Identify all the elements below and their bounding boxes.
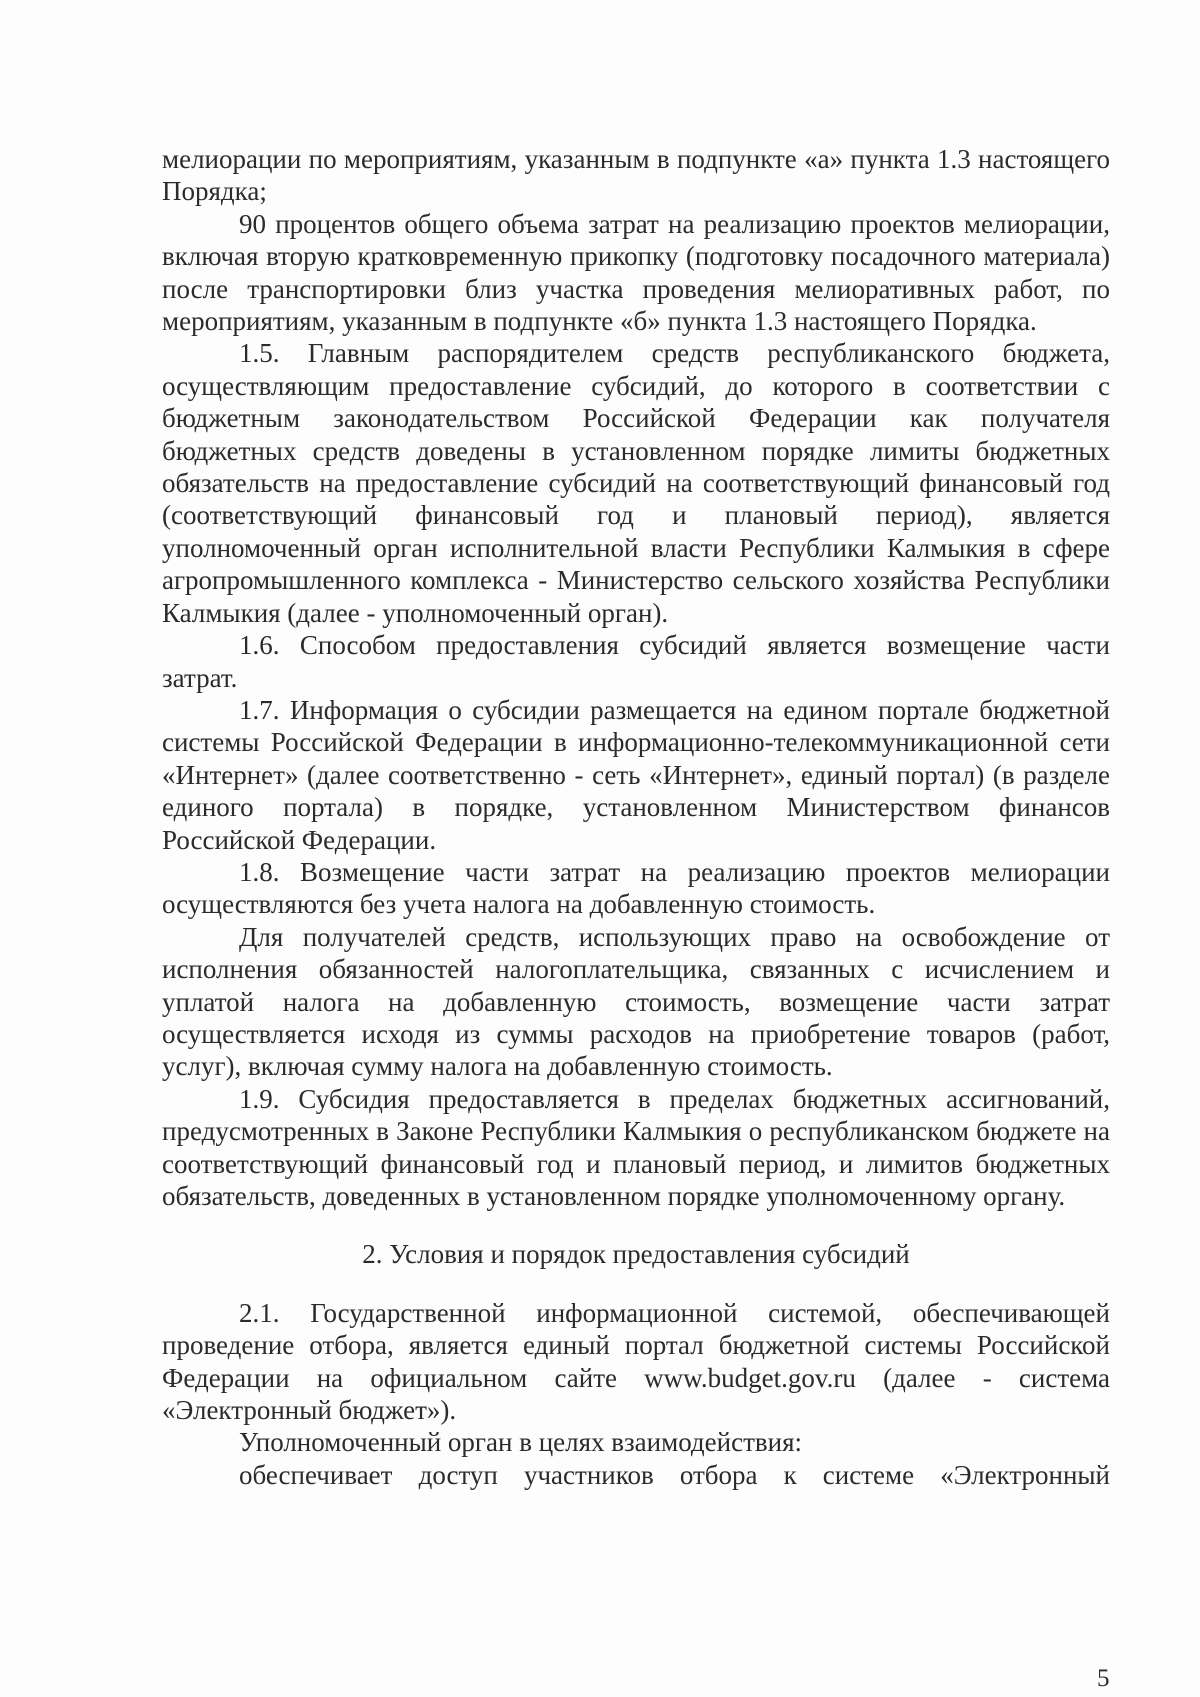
paragraph-2-1: 2.1. Государственной информационной системой, обеспечивающей проведение отбора, является единый портал бюджетной системы Российской Федерации на официальном сайте www.budget.gov.ru (далее - система «Электронный бюджет»). <box>162 1297 1110 1426</box>
page-number: 5 <box>1097 1665 1110 1692</box>
paragraph-1-6: 1.6. Способом предоставления субсидий является возмещение части затрат. <box>162 630 1110 693</box>
paragraph-vat-exemption: Для получателей средств, использующих право на освобождение от исполнения обязанностей налогоплательщика, связанных с исчислением и уплатой налога на добавленную стоимость, возмещение части затрат осуществляется исходя из суммы расходов на приобретение товаров (работ, услуг), включая сумму налога на добавленную стоимость. <box>162 921 1110 1082</box>
paragraph-1-9: 1.9. Субсидия предоставляется в пределах бюджетных ассигнований, предусмотренных в Законе Республики Калмыкия о республиканском бюджете на соответствующий финансовый год и плановый период, и лимитов бюджетных обязательств, доведенных в установленном порядке уполномоченному органу. <box>162 1083 1110 1211</box>
paragraph-1-7: 1.7. Информация о субсидии размещается на едином портале бюджетной системы Российской Федерации в информационно-телекоммуникационной сети «Интернет» (далее соответственно - сеть «Интернет», единый портал) (в разделе единого портала) в порядке, установленном Министерством финансов Российской Федерации. <box>162 694 1110 855</box>
paragraph-access: обеспечивает доступ участников отбора к системе «Электронный <box>239 1459 1110 1490</box>
document-body <box>162 143 1110 1491</box>
paragraph-authorized-body: Уполномоченный орган в целях взаимодействия: <box>239 1427 802 1458</box>
section-heading: 2. Условия и порядок предоставления субсидий <box>362 1239 910 1270</box>
paragraph-90-percent: 90 процентов общего объема затрат на реализацию проектов мелиорации, включая вторую кратковременную прикопку (подготовку посадочного материала) после транспортировки близ участка проведения мелиоративных работ, по мероприятиям, указанным в подпункте «б» пункта 1.3 настоящего Порядка. <box>162 208 1110 337</box>
paragraph-continuation: мелиорации по мероприятиям, указанным в подпункте «а» пункта 1.3 настоящего Порядка; <box>162 144 1110 207</box>
paragraph-1-5: 1.5. Главным распорядителем средств республиканского бюджета, осуществляющим предоставление субсидий, до которого в соответствии с бюджетным законодательством Российской Федерации как получателя бюджетных средств доведены в установленном порядке лимиты бюджетных обязательств на предоставление субсидий на соответствующий финансовый год (соответствующий финансовый год и плановый период), является уполномоченный орган исполнительной власти Республики Калмыкия в сфере агропромышленного комплекса - Министерство сельского хозяйства Республики Калмыкия (далее - уполномоченный орган). <box>162 338 1110 628</box>
paragraph-1-8: 1.8. Возмещение части затрат на реализацию проектов мелиорации осуществляются без учета налога на добавленную стоимость. <box>162 856 1110 920</box>
